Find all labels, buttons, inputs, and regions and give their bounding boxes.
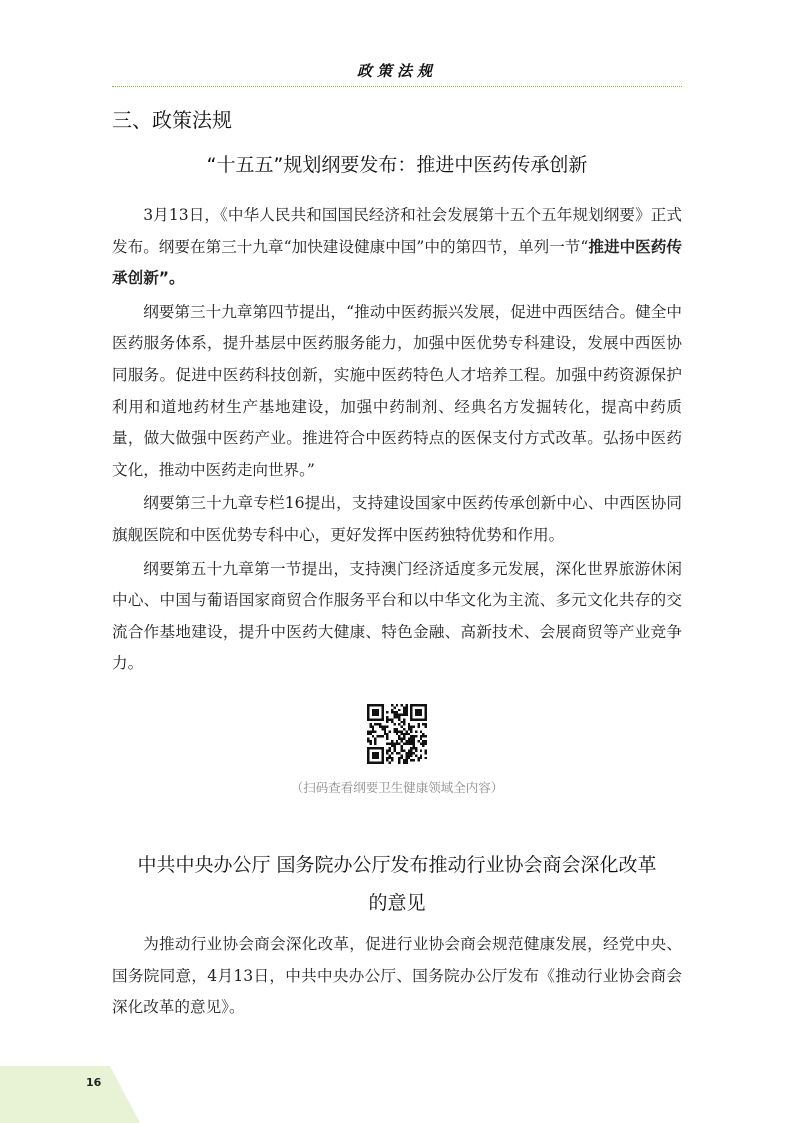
article-title: “十五五”规划纲要发布：推进中医药传承创新 <box>206 154 588 176</box>
qr-caption: （扫码查看纲要卫生健康领域全内容） <box>290 780 504 795</box>
paragraph-text: ”。 <box>158 269 185 288</box>
paragraph: 为推动行业协会商会深化改革，促进行业协会商会规范健康发展，经党中央、国务院同意，4月13日，中共中央办公厅、国务院办公厅发布《推动行业协会商会深化改革的意见》。 <box>112 935 682 1017</box>
article-title <box>112 846 682 922</box>
page-corner-tab <box>0 1066 140 1123</box>
paragraph: 纲要第五十九章第一节提出，支持澳门经济适度多元发展，深化世界旅游休闲中心、中国与葡语国家商贸合作服务平台和以中华文化为主流、多元文化共存的交流合作基地建设，提升中医药大健康、特色金融、高新技术、会展商贸等产业竞争力。 <box>112 559 682 673</box>
emphasized-text: 推进中医药传承创新 <box>112 237 682 288</box>
page-number: 16 <box>86 1076 102 1089</box>
qr-code[interactable] <box>367 704 427 764</box>
article-body <box>112 200 682 682</box>
running-header: 政策法规 <box>356 62 437 80</box>
article-title-line: 的意见 <box>368 892 426 914</box>
article-body <box>112 929 682 1026</box>
section-heading: 三、政策法规 <box>112 108 232 132</box>
paragraph: 纲要第三十九章专栏16提出，支持建设国家中医药传承创新中心、中西医协同旗舰医院和中医优势专科中心，更好发挥中医药独特优势和作用。 <box>112 494 682 544</box>
article-title-line: 中共中央办公厅 国务院办公厅发布推动行业协会商会深化改革 <box>137 854 657 876</box>
paragraph: 纲要第三十九章第四节提出，“推动中医药振兴发展，促进中西医结合。健全中医药服务体系，提升基层中医药服务能力，加强中医优势专科建设，发展中西医协同服务。促进中医药科技创新，实施中医药特色人才培养工程。加强中药资源保护利用和道地药材生产基地建设，加强中药制剂、经典名方发掘转化，提高中药质量，做大做强中医药产业。推进符合中医药特点的医保支付方式改革。弘扬中医药文化，推动中医药走向世界。” <box>112 302 682 479</box>
paragraph-text: 3月13日，《中华人民共和国国民经济和社会发展第十五个五年规划纲要》正式发布。纲要在第三十九章“加快建设健康中国”中的第四节，单列一节“ <box>112 206 682 256</box>
header-divider <box>112 86 682 87</box>
paragraph <box>112 200 682 295</box>
qr-code-image <box>367 704 427 764</box>
